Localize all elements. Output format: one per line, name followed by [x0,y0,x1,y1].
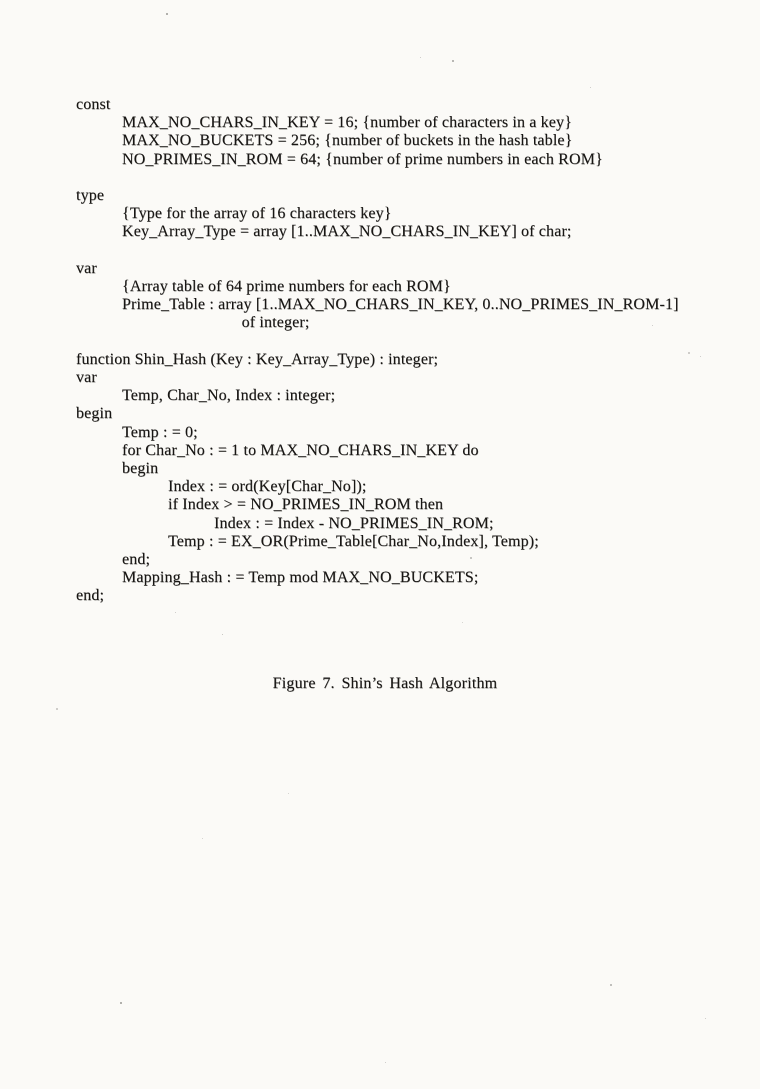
code-line: {Type for the array of 16 characters key} [122,205,392,223]
code-line: begin [122,460,159,478]
code-line: var [76,369,97,387]
scan-speck [705,1018,706,1019]
code-listing [0,96,760,606]
scan-speck [288,793,289,794]
figure-caption: Figure 7. Shin’s Hash Algorithm [272,675,498,692]
code-line: Mapping_Hash : = Temp mod MAX_NO_BUCKETS; [122,569,479,587]
code-line: MAX_NO_BUCKETS = 256; {number of buckets in the hash table} [122,132,573,150]
code-line: if Index > = NO_PRIMES_IN_ROM then [168,496,444,514]
scan-speck [385,1062,386,1063]
code-line: function Shin_Hash (Key : Key_Array_Type) : integer; [76,350,439,368]
code-line: Prime_Table : array [1..MAX_NO_CHARS_IN_KEY, 0..NO_PRIMES_IN_ROM-1] [122,296,679,314]
code-line: MAX_NO_CHARS_IN_KEY = 16; {number of characters in a key} [122,114,573,132]
scan-speck [452,60,454,62]
scan-speck [590,87,591,88]
code-line: end; [76,587,105,605]
code-line: Temp : = 0; [122,423,198,441]
scan-speck [462,622,463,623]
code-line: const [76,96,111,113]
code-line: type [76,187,105,205]
scan-speck [420,57,421,58]
scan-speck [56,708,58,710]
scan-speck [166,13,168,15]
code-line: Temp : = EX_OR(Prime_Table[Char_No,Index], Temp); [168,532,539,550]
code-line: Index : = Index - NO_PRIMES_IN_ROM; [214,514,494,532]
code-line: Index : = ord(Key[Char_No]); [168,478,367,496]
blank-line [0,169,760,187]
code-line: end; [122,551,151,569]
code-line: for Char_No : = 1 to MAX_NO_CHARS_IN_KEY do [122,441,479,459]
code-line: begin [76,405,113,423]
scan-speck [202,838,203,839]
code-line: Temp, Char_No, Index : integer; [122,387,336,405]
scan-speck [175,612,176,613]
code-line: {Array table of 64 prime numbers for each ROM} [122,278,451,296]
blank-line [0,242,760,260]
blank-line [0,333,760,351]
code-line: of integer; [241,314,310,332]
code-line: var [76,259,97,277]
scan-speck [120,1002,122,1004]
scan-speck [610,984,612,986]
code-line: NO_PRIMES_IN_ROM = 64; {number of prime numbers in each ROM} [122,150,603,168]
code-line: Key_Array_Type = array [1..MAX_NO_CHARS_IN_KEY] of char; [122,223,572,241]
scan-speck [222,634,223,635]
